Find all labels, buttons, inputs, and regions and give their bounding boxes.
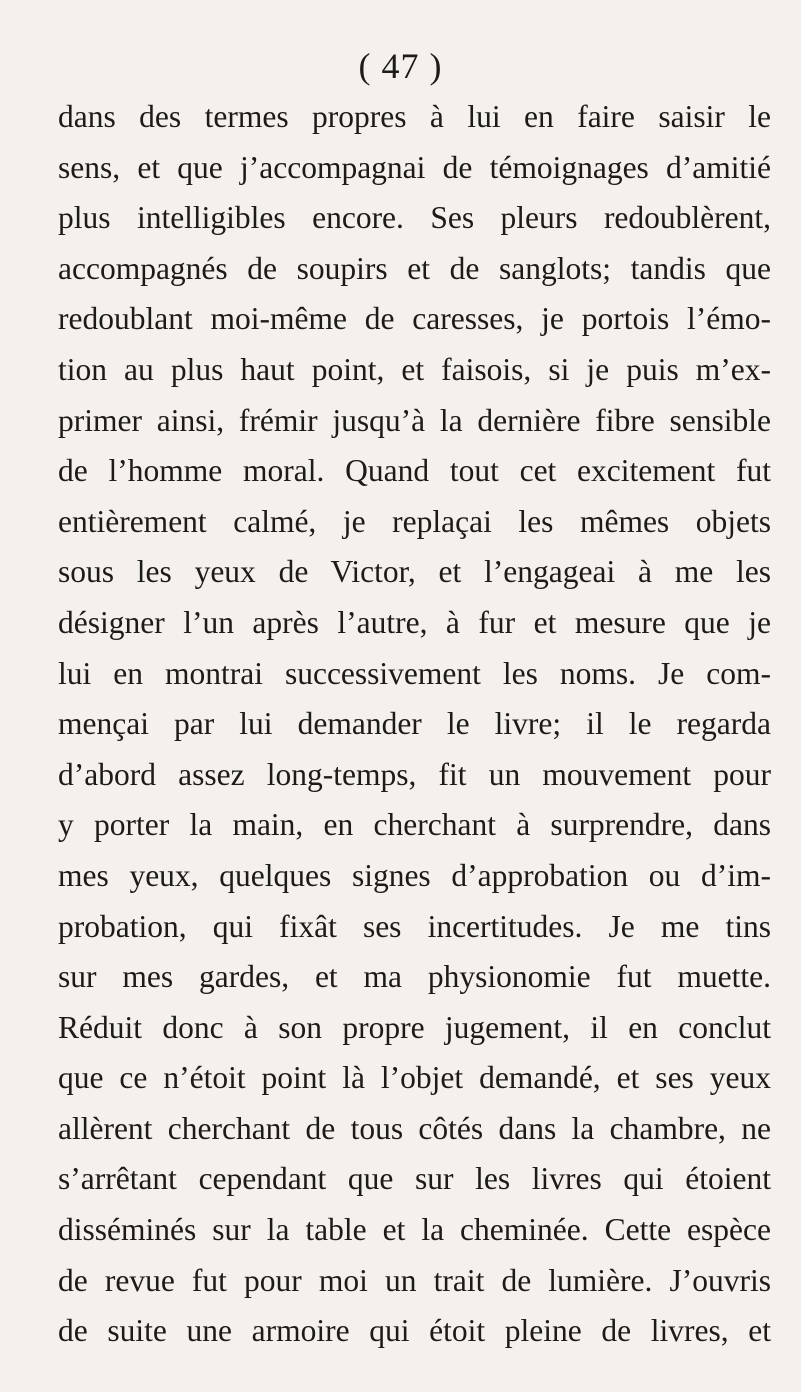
- text-line: Réduit donc à son propre jugement, il en conclut: [58, 1009, 771, 1045]
- text-line: entièrement calmé, je replaçai les mêmes objets: [58, 503, 771, 539]
- text-line: sous les yeux de Victor, et l’engageai à me les: [58, 554, 771, 590]
- text-line: dans des termes propres à lui en faire saisir le: [58, 99, 771, 134]
- text-line: désigner l’un après l’autre, à fur et mesure que je: [58, 604, 771, 640]
- text-line: accompagnés de soupirs et de sanglots; tandis que: [58, 250, 771, 286]
- text-line: y porter la main, en cherchant à surprendre, dans: [58, 807, 771, 843]
- text-line: redoublant moi-même de caresses, je portois l’émo-: [58, 301, 771, 337]
- text-line: mençai par lui demander le livre; il le regarda: [58, 706, 771, 742]
- text-line: tion au plus haut point, et faisois, si je puis m’ex-: [58, 351, 771, 387]
- page-number-header: ( 47 ): [358, 46, 443, 86]
- text-line: probation, qui fixât ses incertitudes. Je me tins: [58, 908, 771, 944]
- text-line: que ce n’étoit point là l’objet demandé, et ses yeux: [58, 1060, 771, 1096]
- text-line: de revue fut pour moi un trait de lumière. J’ouvris: [58, 1262, 771, 1298]
- text-line: s’arrêtant cependant que sur les livres qui étoient: [58, 1161, 771, 1197]
- text-line: lui en montrai successivement les noms. Je com-: [58, 655, 771, 691]
- text-line: plus intelligibles encore. Ses pleurs redoublèrent,: [58, 200, 771, 236]
- text-line: primer ainsi, frémir jusqu’à la dernière fibre sensible: [58, 402, 771, 438]
- text-line: sur mes gardes, et ma physionomie fut muette.: [58, 959, 771, 995]
- text-line: de l’homme moral. Quand tout cet excitement fut: [58, 453, 771, 489]
- text-line: allèrent cherchant de tous côtés dans la chambre, ne: [58, 1110, 771, 1146]
- text-line: disséminés sur la table et la cheminée. Cette espèce: [58, 1212, 771, 1248]
- text-line: d’abord assez long-temps, fit un mouvement pour: [58, 756, 771, 792]
- text-line: de suite une armoire qui étoit pleine de livres, et: [58, 1313, 771, 1349]
- text-line: sens, et que j’accompagnai de témoignages d’amitié: [58, 149, 771, 185]
- body-text: [58, 92, 771, 1357]
- text-line: mes yeux, quelques signes d’approbation ou d’im-: [58, 857, 771, 893]
